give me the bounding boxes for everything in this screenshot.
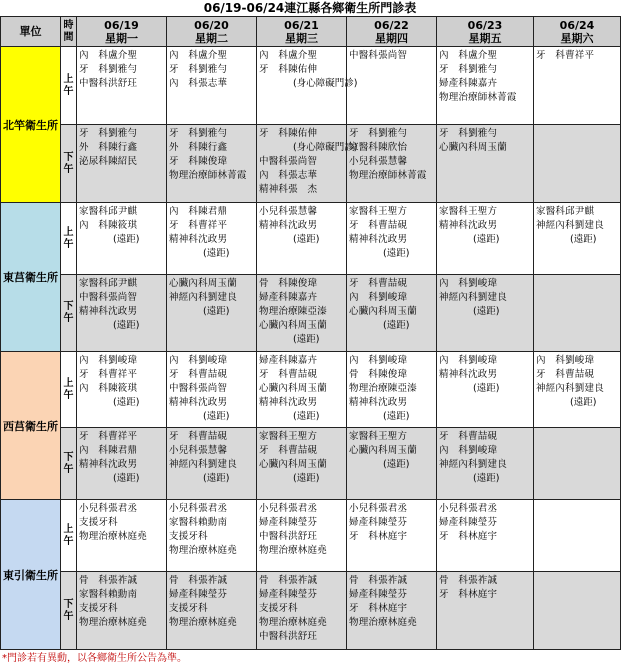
doctor-entry: 婦產科陳嘉卉	[439, 78, 498, 89]
doctor-entry: 神經內科劉建良	[169, 292, 237, 303]
doctor-entry: 家醫科陳欣怡	[349, 142, 408, 153]
doctor-entry: 婦產科陳嘉卉	[259, 292, 318, 303]
doctor-entry: 婦產科陳嘉卉	[259, 355, 318, 366]
time-slot: 下 午	[61, 572, 77, 650]
cell-note: (遠距)	[473, 234, 500, 245]
day-header	[437, 17, 534, 47]
schedule-cell	[347, 47, 437, 125]
doctor-entry: 外 科陳行鑫	[79, 142, 138, 153]
schedule-cell	[257, 572, 347, 650]
schedule-cell	[347, 500, 437, 572]
doctor-entry: 小兒科張君丞	[259, 503, 318, 514]
doctor-entry: 物理治療林庭堯	[79, 531, 147, 542]
doctor-entry: 支援牙科	[79, 517, 118, 528]
doctor-entry: 內 科張志華	[259, 170, 318, 181]
schedule-cell	[77, 47, 167, 125]
doctor-entry: 內 科盧介聖	[439, 50, 498, 61]
doctor-entry: 家醫科王聖方	[349, 206, 408, 217]
time-slot: 上 午	[61, 203, 77, 275]
clinic-name: 東莒衛生所	[1, 203, 61, 352]
doctor-entry: 小兒科張慧馨	[259, 206, 318, 217]
schedule-cell	[167, 203, 257, 275]
time-slot: 上 午	[61, 47, 77, 125]
doctor-entry: 骨 科陳俊瑋	[349, 369, 408, 380]
cell-note: (遠距)	[383, 411, 410, 422]
schedule-cell	[437, 203, 534, 275]
doctor-entry: 心臟內科周玉蘭	[259, 320, 327, 331]
cell-note: (遠距)	[570, 234, 597, 245]
doctor-entry: 牙 科曹喆硯	[169, 431, 228, 442]
doctor-entry: 精神科沈政男	[349, 397, 408, 408]
schedule-cell	[77, 500, 167, 572]
doctor-entry: 物理治療林庭堯	[349, 617, 417, 628]
doctor-entry: 骨 科陳俊瑋	[259, 278, 318, 289]
schedule-cell	[167, 500, 257, 572]
doctor-entry: 牙 科劉雅勻	[169, 64, 228, 75]
doctor-entry: 精神科沈政男	[169, 397, 228, 408]
doctor-entry: 神經內科劉建良	[536, 220, 604, 231]
schedule-cell	[437, 428, 534, 500]
doctor-entry: 牙 科曹喆硯	[349, 220, 408, 231]
page-title: 06/19-06/24連江縣各鄉衛生所門診表	[203, 1, 417, 15]
doctor-entry: 內 科劉峻瑋	[439, 445, 498, 456]
doctor-entry: 物理治療林庭堯	[169, 545, 237, 556]
doctor-entry: 中醫科洪舒玨	[259, 631, 318, 642]
doctor-entry: 牙 科曹喆硯	[259, 445, 318, 456]
schedule-cell	[257, 500, 347, 572]
schedule-cell	[257, 47, 358, 125]
schedule-cell	[534, 125, 621, 203]
day-weekday: 星期五	[468, 31, 502, 45]
doctor-entry: 中醫科張尚智	[169, 383, 228, 394]
schedule-cell	[77, 125, 167, 203]
clinic-name: 東引衛生所	[1, 500, 61, 650]
footer-note: *門診若有異動，以各鄉衛生所公告為準。	[2, 653, 187, 664]
doctor-entry: 牙 科劉雅勻	[349, 128, 408, 139]
doctor-entry: 精神科沈政男	[439, 369, 498, 380]
day-date: 06/21	[284, 18, 319, 32]
doctor-entry: 家醫科王聖方	[349, 431, 408, 442]
doctor-entry: 心臟內科周玉蘭	[349, 306, 417, 317]
schedule-cell	[257, 125, 358, 203]
day-date: 06/19	[104, 18, 139, 32]
cell-note: (遠距)	[383, 320, 410, 331]
schedule-cell	[167, 125, 257, 203]
schedule-cell	[77, 203, 167, 275]
schedule-cell	[437, 352, 534, 428]
day-weekday: 星期二	[195, 31, 228, 45]
day-date: 06/22	[374, 18, 409, 32]
cell-note: (遠距)	[473, 473, 500, 484]
doctor-entry: 家醫科賴勳南	[79, 589, 138, 600]
cell-note: (遠距)	[113, 397, 140, 408]
schedule-cell	[77, 572, 167, 650]
doctor-entry: 小兒科張慧馨	[169, 445, 228, 456]
schedule-cell	[347, 428, 437, 500]
doctor-entry: 精神科沈政男	[349, 234, 408, 245]
doctor-entry: 精神科張 杰	[259, 184, 318, 195]
doctor-entry: 牙 科陳佑伸	[259, 128, 318, 139]
doctor-entry: 內 科劉峻瑋	[349, 355, 408, 366]
cell-note: (遠距)	[293, 473, 320, 484]
schedule-cell	[347, 352, 437, 428]
doctor-entry: 骨 科張祚誠	[79, 575, 138, 586]
doctor-entry: 物理治療林庭堯	[79, 617, 147, 628]
schedule-cell	[167, 352, 257, 428]
doctor-entry: 內 科劉峻瑋	[536, 355, 595, 366]
doctor-entry: 內 科盧介聖	[79, 50, 138, 61]
schedule-cell	[167, 275, 257, 352]
schedule-cell	[437, 500, 534, 572]
schedule-cell	[437, 47, 534, 125]
schedule-row	[1, 572, 621, 650]
doctor-entry: 牙 科曹祥平	[169, 220, 228, 231]
schedule-cell	[257, 275, 347, 352]
doctor-entry: 心臟內科周玉蘭	[439, 142, 507, 153]
doctor-entry: 精神科沈政男	[259, 397, 318, 408]
doctor-entry: 內 科陳筱琪	[79, 383, 138, 394]
doctor-entry: 牙 科林庭宇	[349, 603, 408, 614]
cell-note: (遠距)	[473, 383, 500, 394]
doctor-entry: 物理治療陳亞溱	[349, 383, 417, 394]
doctor-entry: 精神科沈政男	[79, 306, 138, 317]
schedule-row	[1, 428, 621, 500]
time-slot: 上 午	[61, 352, 77, 428]
schedule-cell	[167, 572, 257, 650]
cell-note: (遠距)	[293, 334, 320, 345]
doctor-entry: 心臟內科周玉蘭	[349, 445, 417, 456]
clinic-name: 北竿衛生所	[1, 47, 61, 203]
doctor-entry: 牙 科曹喆硯	[169, 369, 228, 380]
cell-note: (遠距)	[570, 397, 597, 408]
doctor-entry: 心臟內科周玉蘭	[259, 383, 327, 394]
doctor-entry: 小兒科張君丞	[79, 503, 138, 514]
time-header: 時間	[61, 17, 77, 47]
schedule-cell	[437, 275, 534, 352]
doctor-entry: 內 科劉峻瑋	[79, 355, 138, 366]
doctor-entry: 牙 科劉雅勻	[439, 128, 498, 139]
doctor-entry: 外 科陳行鑫	[169, 142, 228, 153]
doctor-entry: 牙 科曹祥平	[79, 369, 138, 380]
schedule-cell	[437, 125, 534, 203]
doctor-entry: 骨 科張祚誠	[349, 575, 408, 586]
cell-note: (遠距)	[113, 473, 140, 484]
doctor-entry: 中醫科張尚智	[259, 156, 318, 167]
doctor-entry: 精神科沈政男	[259, 220, 318, 231]
doctor-entry: 神經內科劉建良	[536, 383, 604, 394]
doctor-entry: 婦產科陳瑩芬	[439, 517, 498, 528]
doctor-entry: 內 科陳筱琪	[79, 220, 138, 231]
schedule-cell	[534, 275, 621, 352]
doctor-entry: 婦產科陳瑩芬	[349, 517, 408, 528]
doctor-entry: 小兒科張君丞	[169, 503, 228, 514]
cell-note: (遠距)	[203, 411, 230, 422]
doctor-entry: 牙 科曹祥平	[536, 50, 595, 61]
schedule-row	[1, 47, 621, 125]
doctor-entry: 小兒科張君丞	[439, 503, 498, 514]
schedule-cell	[347, 572, 437, 650]
doctor-entry: 家醫科邱尹麒	[536, 206, 595, 217]
cell-note: (遠距)	[203, 248, 230, 259]
doctor-entry: 精神科沈政男	[79, 459, 138, 470]
doctor-entry: 內 科劉峻瑋	[439, 355, 498, 366]
day-header	[257, 17, 347, 47]
doctor-entry: 物理治療林庭堯	[259, 617, 327, 628]
schedule-cell	[257, 203, 347, 275]
schedule-row	[1, 275, 621, 352]
schedule-cell	[77, 352, 167, 428]
schedule-cell	[167, 428, 257, 500]
cell-note: (遠距)	[293, 234, 320, 245]
doctor-entry: 內 科陳君鼎	[169, 206, 228, 217]
time-slot: 上 午	[61, 500, 77, 572]
doctor-entry: 支援牙科	[79, 603, 118, 614]
schedule-table	[0, 16, 621, 650]
day-header	[167, 17, 257, 47]
schedule-row	[1, 500, 621, 572]
clinic-name: 西莒衛生所	[1, 352, 61, 500]
day-date: 06/24	[559, 18, 595, 32]
doctor-entry: 骨 科張祚誠	[169, 575, 228, 586]
doctor-entry: 骨 科張祚誠	[259, 575, 318, 586]
doctor-entry: 內 科盧介聖	[259, 50, 318, 61]
doctor-entry: 婦產科陳瑩芬	[259, 517, 318, 528]
schedule-cell	[77, 428, 167, 500]
doctor-entry: 家醫科邱尹麒	[79, 278, 138, 289]
day-header	[347, 17, 437, 47]
doctor-entry: 小兒科張慧馨	[349, 156, 408, 167]
doctor-entry: 心臟內科周玉蘭	[169, 278, 237, 289]
day-weekday: 星期六	[560, 31, 594, 45]
schedule-cell	[534, 572, 621, 650]
doctor-entry: 泌尿科陳紹民	[79, 156, 138, 167]
doctor-entry: 牙 科林庭宇	[439, 589, 498, 600]
day-header	[77, 17, 167, 47]
schedule-row	[1, 125, 621, 203]
doctor-entry: 牙 科曹喆硯	[259, 369, 318, 380]
cell-note: (遠距)	[203, 306, 230, 317]
doctor-entry: 牙 科曹喆硯	[439, 431, 498, 442]
cell-note: (遠距)	[383, 248, 410, 259]
schedule-cell	[347, 125, 437, 203]
doctor-entry: 中醫科洪舒玨	[259, 531, 318, 542]
doctor-entry: 牙 科劉雅勻	[439, 64, 498, 75]
cell-note: (遠距)	[113, 320, 140, 331]
doctor-entry: 神經內科劉建良	[439, 292, 507, 303]
cell-note: (遠距)	[203, 473, 230, 484]
doctor-entry: 牙 科林庭宇	[439, 531, 498, 542]
doctor-entry: 中醫科張尚智	[349, 50, 408, 61]
doctor-entry: 牙 科劉雅勻	[79, 64, 138, 75]
schedule-cell	[347, 275, 437, 352]
time-slot: 下 午	[61, 428, 77, 500]
doctor-entry: 中醫科洪舒玨	[79, 78, 138, 89]
schedule-cell	[534, 428, 621, 500]
schedule-cell	[534, 47, 621, 125]
doctor-entry: 家醫科王聖方	[259, 431, 318, 442]
day-weekday: 星期四	[375, 31, 408, 45]
doctor-entry: 心臟內科周玉蘭	[259, 459, 327, 470]
doctor-entry: 婦產科陳瑩芬	[259, 589, 318, 600]
doctor-entry: 神經內科劉建良	[169, 459, 237, 470]
doctor-entry: 家醫科邱尹麒	[79, 206, 138, 217]
schedule-cell	[257, 428, 347, 500]
schedule-row	[1, 352, 621, 428]
doctor-entry: 牙 科陳俊瑋	[169, 156, 228, 167]
schedule-row	[1, 203, 621, 275]
doctor-entry: 骨 科張祚誠	[439, 575, 498, 586]
doctor-entry: 家醫科賴勳南	[169, 517, 228, 528]
doctor-entry: 精神科沈政男	[439, 220, 498, 231]
schedule-cell	[347, 203, 437, 275]
doctor-entry: 內 科陳君鼎	[79, 445, 138, 456]
schedule-cell	[534, 352, 621, 428]
doctor-entry: 內 科劉峻瑋	[169, 355, 228, 366]
cell-note: (遠距)	[113, 234, 140, 245]
doctor-entry: 神經內科劉建良	[439, 459, 507, 470]
day-weekday: 星期三	[285, 31, 318, 45]
doctor-entry: 小兒科張君丞	[349, 503, 408, 514]
time-slot: 下 午	[61, 125, 77, 203]
doctor-entry: 牙 科陳佑伸	[259, 64, 318, 75]
schedule-cell	[77, 275, 167, 352]
day-date: 06/23	[467, 18, 503, 32]
schedule-cell	[534, 500, 621, 572]
doctor-entry: 婦產科陳瑩芬	[169, 589, 228, 600]
cell-note: (身心障礙門診)	[293, 142, 358, 153]
doctor-entry: 精神科沈政男	[169, 234, 228, 245]
doctor-entry: 牙 科劉雅勻	[169, 128, 228, 139]
doctor-entry: 內 科盧介聖	[169, 50, 228, 61]
doctor-entry: 牙 科劉雅勻	[79, 128, 138, 139]
schedule-cell	[437, 572, 534, 650]
doctor-entry: 物理治療陳亞溱	[259, 306, 327, 317]
day-date: 06/20	[194, 18, 229, 32]
doctor-entry: 支援牙科	[169, 603, 208, 614]
doctor-entry: 支援牙科	[169, 531, 208, 542]
doctor-entry: 物理治療師林菁霞	[169, 170, 247, 181]
doctor-entry: 物理治療林庭堯	[259, 545, 327, 556]
day-weekday: 星期一	[105, 31, 138, 45]
doctor-entry: 支援牙科	[259, 603, 298, 614]
doctor-entry: 婦產科陳瑩芬	[349, 589, 408, 600]
doctor-entry: 家醫科王聖方	[439, 206, 498, 217]
day-header	[534, 17, 621, 47]
schedule-cell	[257, 352, 347, 428]
doctor-entry: 中醫科張尚智	[79, 292, 138, 303]
doctor-entry: 牙 科林庭宇	[349, 531, 408, 542]
cell-note: (遠距)	[473, 306, 500, 317]
schedule-cell	[534, 203, 621, 275]
doctor-entry: 物理治療師林菁霞	[439, 92, 517, 103]
doctor-entry: 牙 科曹喆硯	[349, 278, 408, 289]
cell-note: (遠距)	[293, 411, 320, 422]
doctor-entry: 內 科劉峻瑋	[349, 292, 408, 303]
doctor-entry: 牙 科曹喆硯	[536, 369, 595, 380]
header-row	[1, 17, 621, 47]
cell-note: (遠距)	[383, 459, 410, 470]
doctor-entry: 內 科張志華	[169, 78, 228, 89]
doctor-entry: 內 科劉峻瑋	[439, 278, 498, 289]
cell-note: (身心障礙門診)	[293, 78, 358, 89]
doctor-entry: 牙 科曹祥平	[79, 431, 138, 442]
unit-header: 單位	[1, 17, 61, 47]
schedule-cell	[167, 47, 257, 125]
doctor-entry: 物理治療師林菁霞	[349, 170, 427, 181]
time-slot: 下 午	[61, 275, 77, 352]
doctor-entry: 物理治療林庭堯	[169, 617, 237, 628]
